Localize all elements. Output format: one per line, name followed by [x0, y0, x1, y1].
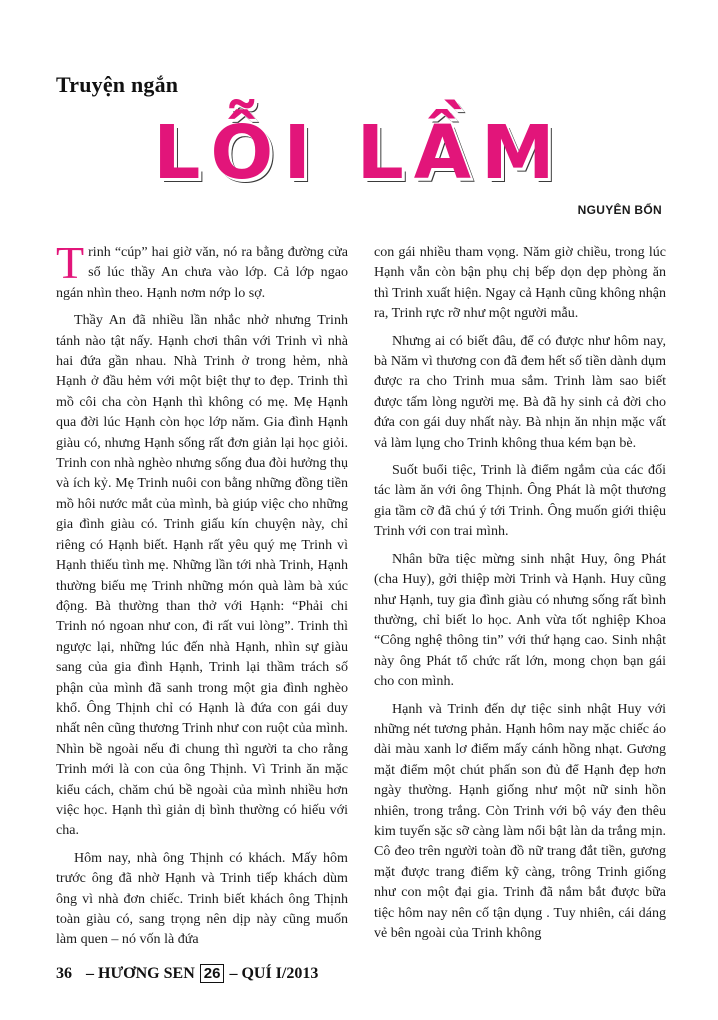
magazine-name: – HƯƠNG SEN — [86, 964, 195, 982]
drop-cap: T — [56, 237, 85, 288]
paragraph-7: Nhân bữa tiệc mừng sinh nhật Huy, ông Phát (cha Huy), gởi thiệp mời Trinh và Hạnh. Huy cũng như Hạnh, tuy gia đình giàu có nhưng sống rất bình thường, chỉ biết lo học. Anh vừa tốt nghiệp Khoa “Công nghệ thông tin” với thứ hạng cao. Sinh nhật này ông Phát tổ chức rất lớn, mong chọn bạn gái cho con mình. — [374, 550, 666, 690]
story-body — [56, 237, 666, 948]
story-title: LỖI LẦM — [153, 110, 565, 196]
issue-date: – QUÍ I/2013 — [229, 964, 319, 982]
page-footer — [56, 964, 318, 983]
paragraph-2: Thầy An đã nhiều lần nhắc nhở nhưng Trinh tánh nào tật nấy. Hạnh chơi thân với Trinh vì nhà hai đứa gần nhau. Nhà Trinh ở trong hẻm, nhà Hạnh ở đầu hẻm với một biệt thự to đẹp. Trinh thì mồ côi cha còn Hạnh thì không có mẹ. Mẹ Hạnh qua đời lúc Hạnh còn học lớp năm. Gia đình Hạnh giàu có, nhưng Hạnh sống rất đơn giản lại học giỏi. Trinh con nhà nghèo nhưng sống đua đòi hưởng thụ và ích kỷ. Mẹ Trinh nuôi con bằng những đồng tiền mồ hôi nước mắt của mình, bà giúp việc cho những gia đình giàu có. Trinh giấu kín chuyện này, chỉ riêng có Hạnh biết. Hạnh rất yêu quý mẹ Trinh vì Hạnh thiếu tình mẹ. Những lần tới nhà Trinh, Hạnh thường biếu mẹ Trinh những món quà làm bà xúc động. Bà thường than thở với Hạnh: “Phải chi Trinh nó ngoan như con, đi rất vui lòng”. Trinh thì ngược lại, những lúc đến nhà Hạnh, nhìn sự giàu sang của gia đình Hạnh, Trinh lại thầm trách số phận của mình đã sanh trong một gia đình nghèo khổ. Ông Thịnh chỉ có Hạnh là đứa con gái duy nhất nên cũng thương Trinh như con ruột của mình. Nhìn bề ngoài nếu đi chung thì người ta cho rằng Trinh mới là con của ông Thịnh. Vì Trinh ăn mặc kiểu cách, chăm chú bề ngoài của mình nhiều hơn việc học. Hạnh thì giản dị bình thường có hiếu với cha. — [56, 312, 348, 839]
issue-number-badge: 26 — [200, 964, 225, 983]
paragraph-1 — [56, 237, 348, 303]
author-name: NGUYÊN BỔN — [577, 203, 662, 217]
paragraph-1-text: rinh “cúp” hai giờ văn, nó ra bằng đường cửa sổ lúc thầy An chưa vào lớp. Cả lớp ngao ngán nhìn theo. Hạnh nơm nớp lo sợ. — [56, 244, 348, 301]
paragraph-4: con gái nhiều tham vọng. Năm giờ chiều, trong lúc Hạnh vẫn còn bận phụ chị bếp dọn dẹp phòng ăn thì Trinh xuất hiện. Ngay cả Hạnh cũng không nhận ra, Trinh rực rỡ như một người mẫu. — [374, 244, 666, 322]
right-column — [374, 242, 666, 950]
paragraph-8: Hạnh và Trinh đến dự tiệc sinh nhật Huy với những nét tương phản. Hạnh hôm nay mặc chiếc áo dài màu xanh lơ điểm mấy cánh hồng nhạt. Gương mặt điểm một chút phấn son đủ để Hạnh đẹp hơn ngày thường. Hạnh giống như một nữ sinh hồn nhiên, trong trắng. Còn Trinh với bộ váy đen thêu kim tuyến sặc sỡ càng làm nổi bật làn da trắng mịn. Cô đeo trên người toàn đồ nữ trang đắt tiền, gương mặt được trang điểm kỹ càng, trông Trinh giống như con một đại gia. Trinh đã nắm bắt được bữa tiệc hôm nay nên cố tận dụng . Tuy nhiên, cái dáng vẻ bên ngoài của Trinh không — [374, 700, 666, 941]
page-number: 36 — [56, 964, 72, 982]
section-label: Truyện ngắn — [56, 72, 179, 97]
paragraph-3: Hôm nay, nhà ông Thịnh có khách. Mấy hôm trước ông đã nhờ Hạnh và Trinh tiếp khách dùm ông vì nhà đơn chiếc. Trinh biết khách ông Thịnh toàn giàu có, sang trọng nên dịp này cũng muốn làm quen – nó vốn là đứa — [56, 849, 348, 948]
paragraph-6: Suốt buổi tiệc, Trinh là điểm ngắm của các đối tác làm ăn với ông Thịnh. Ông Phát là một thương gia tầm cỡ đã chú ý tới Trinh. Ông muốn giới thiệu Trinh với con trai mình. — [374, 462, 666, 540]
left-column — [56, 237, 348, 957]
paragraph-5: Nhưng ai có biết đâu, để có được như hôm nay, bà Năm vì thương con đã đem hết số tiền dành dụm được ra cho Trinh mua sắm. Trinh làm sao biết được tấm lòng người mẹ. Bà đã hy sinh cả đời cho đứa con gái duy nhất này. Bà nhịn ăn nhịn mặc vất vả làm lụng cho Trinh không thua kém bạn bè. — [374, 332, 666, 451]
